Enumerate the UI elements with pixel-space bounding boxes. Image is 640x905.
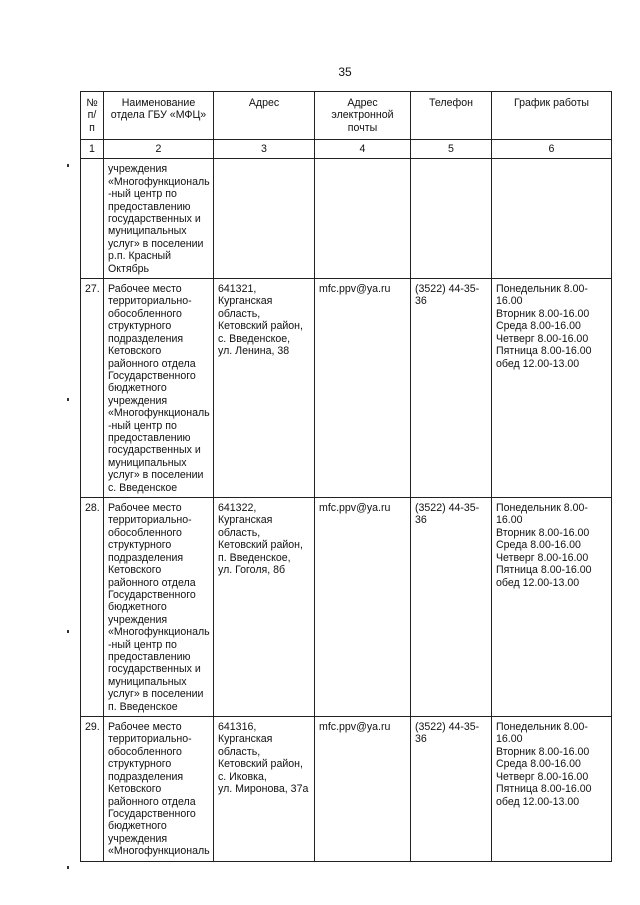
header-address: Адрес bbox=[214, 92, 315, 140]
row-number: 29. bbox=[81, 717, 104, 862]
column-number: 2 bbox=[104, 140, 214, 159]
header-schedule: График работы bbox=[492, 92, 612, 140]
table-row bbox=[81, 717, 612, 862]
header-email: Адрес электронной почты bbox=[315, 92, 411, 140]
schedule: Понедельник 8.00- 16.00 Вторник 8.00-16.00 Среда 8.00-16.00 Четверг 8.00-16.00 Пятница 8.00-16.00 обед 12.00-13.00 bbox=[492, 279, 612, 498]
margin-mark bbox=[67, 398, 69, 401]
department-name: Рабочее место территориально- обособленного структурного подразделения Кетовского районного отдела Государственного бюджетного учреждения «Многофункциональ bbox=[104, 717, 214, 862]
row-number: 27. bbox=[81, 279, 104, 498]
table-row bbox=[81, 498, 612, 717]
header-number: № п/п bbox=[81, 92, 104, 140]
schedule: Понедельник 8.00- 16.00 Вторник 8.00-16.00 Среда 8.00-16.00 Четверг 8.00-16.00 Пятница 8.00-16.00 обед 12.00-13.00 bbox=[492, 498, 612, 717]
address: 641321, Курганская область, Кетовский район, с. Введенское, ул. Ленина, 38 bbox=[214, 279, 315, 498]
column-number: 4 bbox=[315, 140, 411, 159]
address bbox=[214, 159, 315, 279]
department-name: Рабочее место территориально- обособленного структурного подразделения Кетовского районного отдела Государственного бюджетного учреждения «Многофункциональ -ный центр по предоставлению государственных и муниципальных услуг» в поселении п. Введенское bbox=[104, 498, 214, 717]
schedule bbox=[492, 159, 612, 279]
phone: (3522) 44-35- 36 bbox=[411, 279, 492, 498]
page-number: 35 bbox=[338, 65, 352, 79]
department-name: Рабочее место территориально- обособленного структурного подразделения Кетовского районного отдела Государственного бюджетного учреждения «Многофункциональ -ный центр по предоставлению государственных и муниципальных услуг» в поселении с. Введенское bbox=[104, 279, 214, 498]
row-number bbox=[81, 159, 104, 279]
table-row bbox=[81, 159, 612, 279]
margin-mark bbox=[67, 866, 69, 869]
column-number: 1 bbox=[81, 140, 104, 159]
email: mfc.ppv@ya.ru bbox=[315, 279, 411, 498]
department-name: учреждения «Многофункциональ -ный центр по предоставлению государственных и муниципальных услуг» в поселении р.п. Красный Октябрь bbox=[104, 159, 214, 279]
email: mfc.ppv@ya.ru bbox=[315, 498, 411, 717]
column-number-row bbox=[81, 140, 612, 159]
phone bbox=[411, 159, 492, 279]
address: 641316, Курганская область, Кетовский район, с. Иковка, ул. Миронова, 37а bbox=[214, 717, 315, 862]
mfc-offices-table bbox=[80, 91, 612, 862]
margin-mark bbox=[67, 630, 69, 633]
margin-mark bbox=[67, 164, 69, 167]
email bbox=[315, 159, 411, 279]
row-number: 28. bbox=[81, 498, 104, 717]
phone: (3522) 44-35- 36 bbox=[411, 498, 492, 717]
phone: (3522) 44-35- 36 bbox=[411, 717, 492, 862]
address: 641322, Курганская область, Кетовский район, п. Введенское, ул. Гоголя, 8б bbox=[214, 498, 315, 717]
header-phone: Телефон bbox=[411, 92, 492, 140]
table-row bbox=[81, 279, 612, 498]
column-number: 6 bbox=[492, 140, 612, 159]
schedule: Понедельник 8.00- 16.00 Вторник 8.00-16.00 Среда 8.00-16.00 Четверг 8.00-16.00 Пятница 8.00-16.00 обед 12.00-13.00 bbox=[492, 717, 612, 862]
email: mfc.ppv@ya.ru bbox=[315, 717, 411, 862]
column-number: 5 bbox=[411, 140, 492, 159]
table-header-row bbox=[81, 92, 612, 140]
header-department-name: Наименование отдела ГБУ «МФЦ» bbox=[104, 92, 214, 140]
column-number: 3 bbox=[214, 140, 315, 159]
